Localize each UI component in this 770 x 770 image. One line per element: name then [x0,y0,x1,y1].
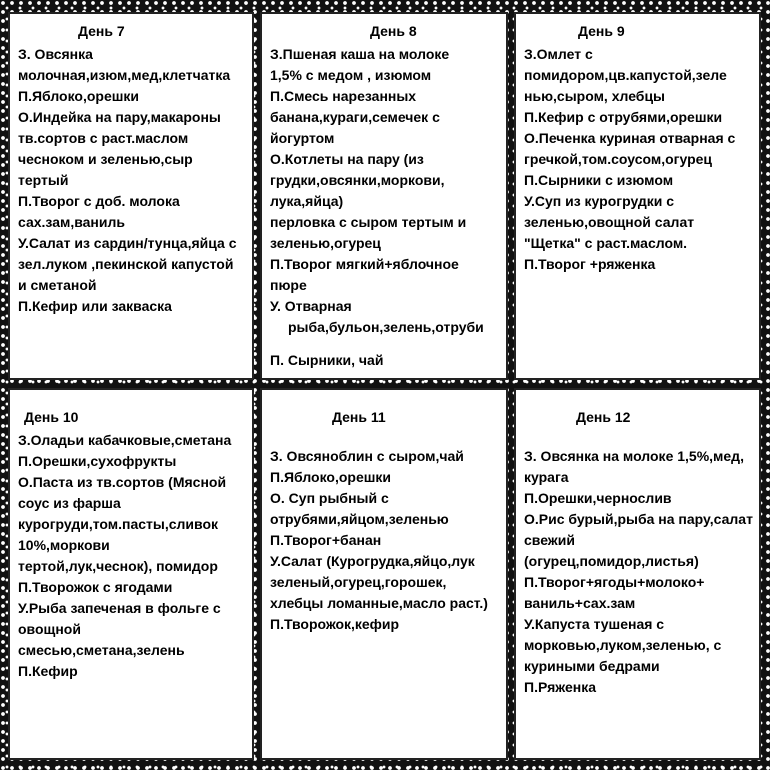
meal-line: соус из фарша [18,495,121,511]
meal-line: П.Творог+банан [270,532,382,548]
meal-line: У.Салат (Курогрудка,яйцо,лук [270,553,475,569]
meal-line: и сметаной [18,277,97,293]
meal-line: П.Орешки,сухофрукты [18,453,177,469]
meal-line: 10%,моркови [18,537,110,553]
meal-line: помидором,цв.капустой,зеле [524,67,727,83]
meal-line: П.Кефир [18,663,78,679]
meal-line: О.Паста из тв.сортов (Мясной [18,474,227,490]
meal-line: П.Сырники с изюмом [524,172,674,188]
meal-line: П.Творог +ряженка [524,256,656,272]
meal-line: лука,яйца) [270,193,344,209]
meal-line: О. Суп рыбный с [270,490,389,506]
meal-line: У.Суп из курогрудки с [524,193,675,209]
day-title: День 12 [576,409,631,425]
meal-line: О.Рис бурый,рыба на пару,салат [524,511,753,527]
meal-line: (огурец,помидор,листья) [524,553,699,569]
day-cell-12 [514,388,761,760]
meal-line: У.Капуста тушеная с [524,616,665,632]
meal-line: тв.сортов с раст.маслом [18,130,189,146]
day-title: День 9 [578,23,625,39]
meal-line: сах.зам,ваниль [18,214,125,230]
meal-line: 1,5% с медом , изюмом [270,67,432,83]
day-title: День 11 [332,409,386,425]
meal-line: З.Омлет с [524,46,593,62]
meal-line: П.Творог мягкий+яблочное [270,256,459,272]
day-cell-8 [260,12,508,380]
meal-line: З.Оладьи кабачковые,сметана [18,432,232,448]
meal-line: П.Кефир с отрубями,орешки [524,109,723,125]
meal-line: курогруди,том.пасты,сливок [18,516,219,532]
meal-line: "Щетка" с раст.маслом. [524,235,688,251]
meal-line: зеленый,огурец,горошек, [270,574,447,590]
meal-line: йогуртом [270,130,335,146]
meal-line: З.Пшеная каша на молоке [270,46,450,62]
meal-line: П. Сырники, чай [270,352,384,368]
meal-line: гречкой,том.соусом,огурец [524,151,713,167]
day-title: День 8 [370,23,417,39]
meal-line: перловка с сыром тертым и [270,214,467,230]
meal-line: грудки,овсянки,моркови, [270,172,445,188]
meal-line: П.Кефир или закваска [18,298,172,314]
meal-line: смесью,сметана,зелень [18,642,185,658]
meal-line: курага [524,469,569,485]
meal-line: пюре [270,277,307,293]
meal-line: З. Овсянка на молоке 1,5%,мед, [524,448,744,464]
day-cell-11 [260,388,508,760]
meal-line: морковью,луком,зеленью, с [524,637,722,653]
meal-line: зел.луком ,пекинской капустой [18,256,234,272]
meal-line: хлебцы ломанные,масло раст.) [270,595,488,611]
meal-line: П.Творог+ягоды+молоко+ [524,574,705,590]
meal-line: П.Яблоко,орешки [18,88,140,104]
meal-line: У. Отварная [270,298,352,314]
meal-line: П.Яблоко,орешки [270,469,392,485]
meal-line: куриными бедрами [524,658,660,674]
meal-line: тертой,лук,чеснок), помидор [18,558,218,574]
meal-line: П.Орешки,чернослив [524,490,672,506]
day-cell-7 [8,12,254,380]
day-title: День 7 [78,23,125,39]
meal-line: О.Печенка куриная отварная с [524,130,736,146]
meal-line: П.Смесь нарезанных [270,88,417,104]
meal-line: овощной [18,621,81,637]
meal-line: зеленью,огурец [270,235,381,251]
day-cell-9 [514,12,761,380]
meal-line: тертый [18,172,69,188]
meal-line: П.Творог с доб. молока [18,193,180,209]
meal-line: З. Овсянка [18,46,93,62]
meal-plan-grid [8,12,761,760]
day-cell-10 [8,388,254,760]
meal-line: нью,сыром, хлебцы [524,88,666,104]
meal-line: О.Котлеты на пару (из [270,151,424,167]
meal-line: чесноком и зеленью,сыр [18,151,193,167]
meal-line: П.Ряженка [524,679,597,695]
day-title: День 10 [24,409,79,425]
meal-line: У.Рыба запеченая в фольге с [18,600,221,616]
meal-line: молочная,изюм,мед,клетчатка [18,67,231,83]
meal-line: банана,кураги,семечек с [270,109,440,125]
meal-line: З. Овсяноблин с сыром,чай [270,448,464,464]
meal-line: рыба,бульон,зелень,отруби [288,319,484,335]
meal-line: П.Творожок с ягодами [18,579,173,595]
meal-line: О.Индейка на пару,макароны [18,109,221,125]
meal-line: У.Салат из сардин/тунца,яйца с [18,235,237,251]
meal-line: свежий [524,532,575,548]
meal-line: П.Творожок,кефир [270,616,400,632]
meal-line: зеленью,овощной салат [524,214,695,230]
meal-line: ваниль+сах.зам [524,595,636,611]
meal-line: отрубями,яйцом,зеленью [270,511,449,527]
